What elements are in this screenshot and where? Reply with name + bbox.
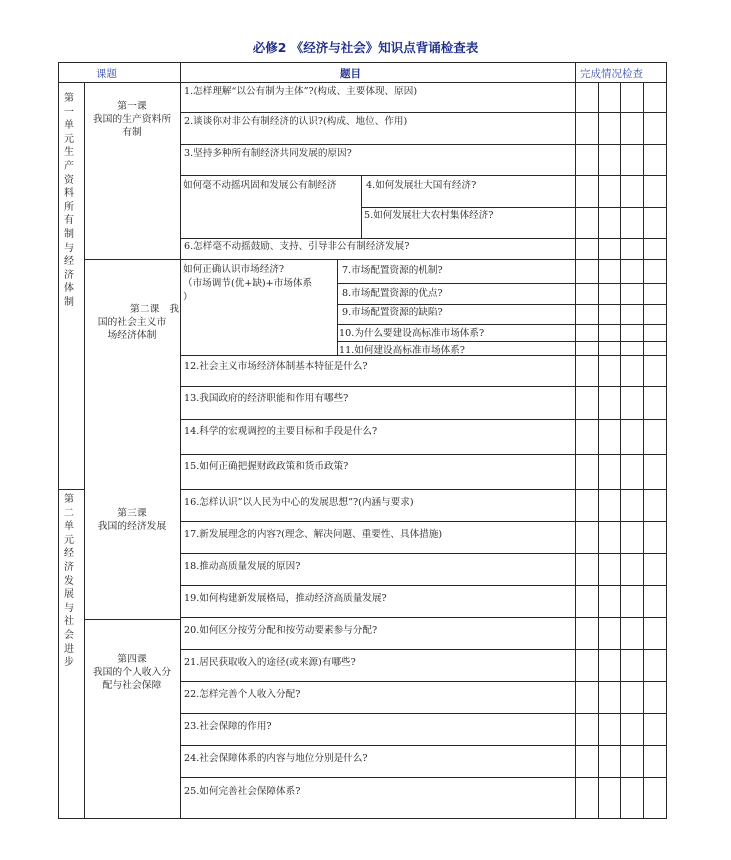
group-market-line3: ） (183, 292, 193, 303)
group-market-line1: 如何正确认识市场经济? (183, 264, 285, 275)
question-23: 23.社会保障的作用? (184, 721, 272, 732)
grid-line (180, 585, 667, 586)
question-4: 4.如何发展壮大国有经济? (366, 180, 477, 191)
grid-line (180, 713, 667, 714)
unit-1-label: 第一单元生产资料所有制与经济体制 (64, 93, 74, 308)
grid-line (643, 82, 644, 819)
grid-line (598, 82, 599, 819)
question-17: 17.新发展理念的内容?(理念、解决问题、重要性、具体措施) (184, 529, 443, 540)
grid-line (180, 259, 667, 260)
grid-line (180, 521, 667, 522)
grid-line (180, 745, 667, 746)
lesson-2-title (84, 303, 180, 342)
grid-line (180, 681, 667, 682)
question-13: 13.我国政府的经济职能和作用有哪些? (184, 393, 349, 404)
lesson-1-title (84, 100, 180, 139)
lesson-subtitle: 我国的经济发展 (97, 521, 167, 532)
grid-line (180, 144, 667, 145)
question-10: 10.为什么要建设高标准市场体系? (339, 328, 485, 339)
lesson-title: 第四课 (117, 654, 147, 665)
question-5: 5.如何发展壮大农村集体经济? (364, 210, 494, 221)
unit-2-label: 第二单元经济发展与社会进步 (64, 494, 74, 669)
header-lesson: 课题 (96, 68, 117, 80)
grid-line (180, 112, 667, 113)
lesson-subtitle: 我国的个人收入分配与社会保障 (92, 667, 172, 691)
grid-line (620, 82, 621, 819)
grid-line (180, 175, 667, 176)
question-19: 19.如何构建新发展格局，推动经济高质量发展? (184, 593, 387, 604)
grid-line (180, 386, 667, 387)
grid-line (180, 419, 667, 420)
question-18: 18.推动高质量发展的原因? (184, 561, 301, 572)
grid-line (180, 617, 667, 618)
question-22: 22.怎样完善个人收入分配? (184, 689, 301, 700)
grid-line (180, 649, 667, 650)
question-12: 12.社会主义市场经济体制基本特征是什么? (184, 361, 368, 372)
question-2: 2.谈谈你对非公有制经济的认识?(构成、地位、作用) (184, 116, 408, 127)
question-8: 8.市场配置资源的优点? (342, 288, 443, 299)
lesson-3-title (84, 507, 180, 533)
grid-line (180, 454, 667, 455)
grid-line (180, 238, 667, 239)
grid-line (337, 324, 667, 325)
question-16: 16.怎样认识”以人民为中心的发展思想”?(内涵与要求) (184, 497, 414, 508)
question-21: 21.居民获取收入的途径(或来源)有哪些? (184, 657, 356, 668)
grid-line (180, 777, 667, 778)
lesson-subtitle: 国的社会主义市场经济体制 (97, 317, 167, 341)
group-public-economy: 如何毫不动摇巩固和发展公有制经济 (183, 180, 337, 191)
grid-line (337, 341, 667, 342)
question-25: 25.如何完善社会保障体系? (184, 786, 301, 797)
grid-line (361, 207, 667, 208)
question-14: 14.科学的宏观调控的主要目标和手段是什么? (184, 426, 378, 437)
question-15: 15.如何正确把握财政政策和货币政策? (184, 461, 349, 472)
grid-line (180, 489, 667, 490)
header-question: 题目 (340, 68, 361, 80)
lesson-title: 第三课 (117, 508, 147, 519)
question-24: 24.社会保障体系的内容与地位分别是什么? (184, 753, 368, 764)
page-title: 必修2 《经济与社会》知识点背诵检查表 (252, 40, 479, 55)
grid-line (180, 553, 667, 554)
grid-line (84, 619, 181, 620)
question-7: 7.市场配置资源的机制? (342, 265, 443, 276)
question-20: 20.如何区分按劳分配和按劳动要素参与分配? (184, 625, 378, 636)
grid-line (337, 283, 667, 284)
group-market-line2: （市场调节(优+缺)+市场体系 (183, 278, 313, 289)
lesson-subtitle: 我国的生产资料所有制 (92, 114, 172, 138)
grid-line (58, 489, 85, 490)
grid-line (84, 82, 85, 819)
grid-line (58, 62, 59, 819)
question-11: 11.如何建设高标准市场体系? (339, 345, 465, 356)
lesson-4-title (84, 653, 180, 692)
grid-line (361, 175, 362, 239)
question-1: 1.怎样理解“以公有制为主体”?(构成、主要体现、原因) (184, 86, 418, 97)
question-6: 6.怎样毫不动摇鼓励、支持、引导非公有制经济发展? (184, 241, 410, 252)
header-status: 完成情况检查 (580, 68, 643, 80)
question-3: 3.坚持多种所有制经济共同发展的原因? (184, 148, 352, 159)
grid-line (337, 304, 667, 305)
lesson-title: 第一课 (117, 101, 147, 112)
lesson-title: 第二课 我 (130, 304, 179, 315)
grid-line (84, 259, 181, 260)
question-9: 9.市场配置资源的缺陷? (342, 307, 443, 318)
